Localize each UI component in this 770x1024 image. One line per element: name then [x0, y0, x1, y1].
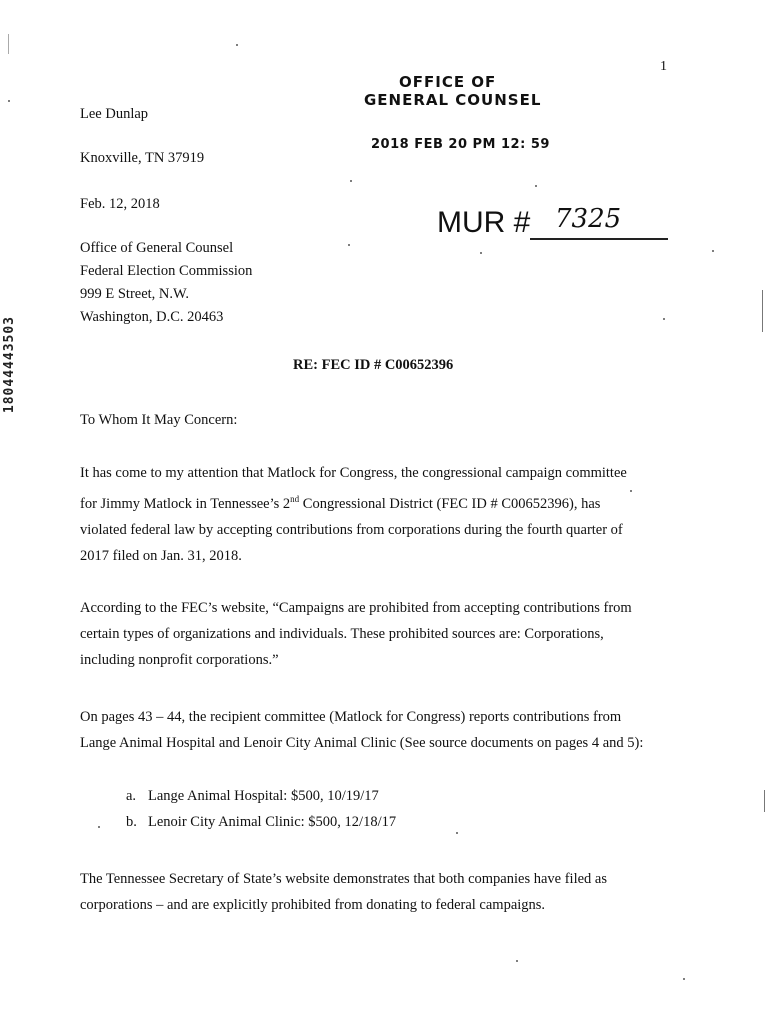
scan-speck — [663, 318, 665, 320]
scan-speck — [516, 960, 518, 962]
letter-date: Feb. 12, 2018 — [80, 196, 160, 212]
recipient-line-2: Federal Election Commission — [80, 263, 253, 279]
recipient-line-1: Office of General Counsel — [80, 240, 234, 256]
office-stamp-line2: GENERAL COUNSEL — [364, 91, 542, 109]
paragraph-3 — [80, 704, 700, 756]
mur-label: MUR # — [437, 206, 531, 239]
paragraph-2-line-3: including nonprofit corporations.” — [80, 652, 279, 668]
paragraph-1-line-4: 2017 filed on Jan. 31, 2018. — [80, 547, 242, 564]
paragraph-1-line-1: It has come to my attention that Matlock for Congress, the congressional campaign committee — [80, 465, 627, 481]
list-item-b-marker: b. — [126, 814, 137, 830]
scan-speck — [712, 250, 714, 252]
received-timestamp: 2018 FEB 20 PM 12: 59 — [371, 137, 550, 152]
paragraph-2-line-1: According to the FEC’s website, “Campaigns are prohibited from accepting contributions from — [80, 600, 632, 616]
office-stamp-line1: OFFICE OF — [399, 73, 497, 91]
paragraph-1-line-3: violated federal law by accepting contributions from corporations during the fourth quarter of — [80, 521, 623, 538]
scan-speck — [456, 832, 458, 834]
subject-line: RE: FEC ID # C00652396 — [293, 357, 454, 373]
margin-document-number: 18044443503 — [2, 316, 17, 414]
paragraph-2-line-2: certain types of organizations and individuals. These prohibited sources are: Corporations, — [80, 626, 604, 642]
sender-name: Lee Dunlap — [80, 106, 149, 122]
paragraph-3-line-2: Lange Animal Hospital and Lenoir City Animal Clinic (See source documents on pages 4 and 5): — [80, 735, 644, 751]
salutation: To Whom It May Concern: — [80, 412, 238, 428]
list-item-b-text: Lenoir City Animal Clinic: $500, 12/18/17 — [148, 814, 397, 830]
paragraph-1-line-2: for Jimmy Matlock in Tennessee’s 2nd Congressional District (FEC ID # C00652396), has — [80, 494, 601, 512]
page-number: 1 — [660, 59, 667, 74]
scan-speck — [535, 185, 537, 187]
scan-speck — [480, 252, 482, 254]
recipient-line-3: 999 E Street, N.W. — [80, 286, 190, 302]
scan-speck — [98, 826, 100, 828]
scan-speck — [683, 978, 685, 980]
list-item-a-marker: a. — [126, 788, 137, 804]
scan-speck — [350, 180, 352, 182]
scan-edge-mark-top — [762, 290, 763, 332]
paragraph-4-line-1: The Tennessee Secretary of State’s website demonstrates that both companies have filed as — [80, 871, 607, 887]
scan-speck — [8, 100, 10, 102]
scan-speck — [630, 490, 632, 492]
scan-left-mark — [8, 34, 9, 54]
paragraph-1 — [80, 460, 700, 569]
mur-number: 7325 — [555, 204, 622, 234]
recipient-line-4: Washington, D.C. 20463 — [80, 309, 224, 325]
scan-speck — [348, 244, 350, 246]
paragraph-2 — [80, 595, 700, 673]
list-item-a-text: Lange Animal Hospital: $500, 10/19/17 — [148, 788, 379, 804]
paragraph-3-line-1: On pages 43 – 44, the recipient committee (Matlock for Congress) reports contributions from — [80, 709, 622, 725]
paragraph-4 — [80, 866, 700, 918]
scan-speck — [236, 44, 238, 46]
paragraph-4-line-2: corporations – and are explicitly prohibited from donating to federal campaigns. — [80, 897, 546, 913]
mur-underline — [530, 238, 668, 240]
sender-city: Knoxville, TN 37919 — [80, 150, 205, 166]
scan-edge-mark-bottom — [764, 790, 765, 812]
